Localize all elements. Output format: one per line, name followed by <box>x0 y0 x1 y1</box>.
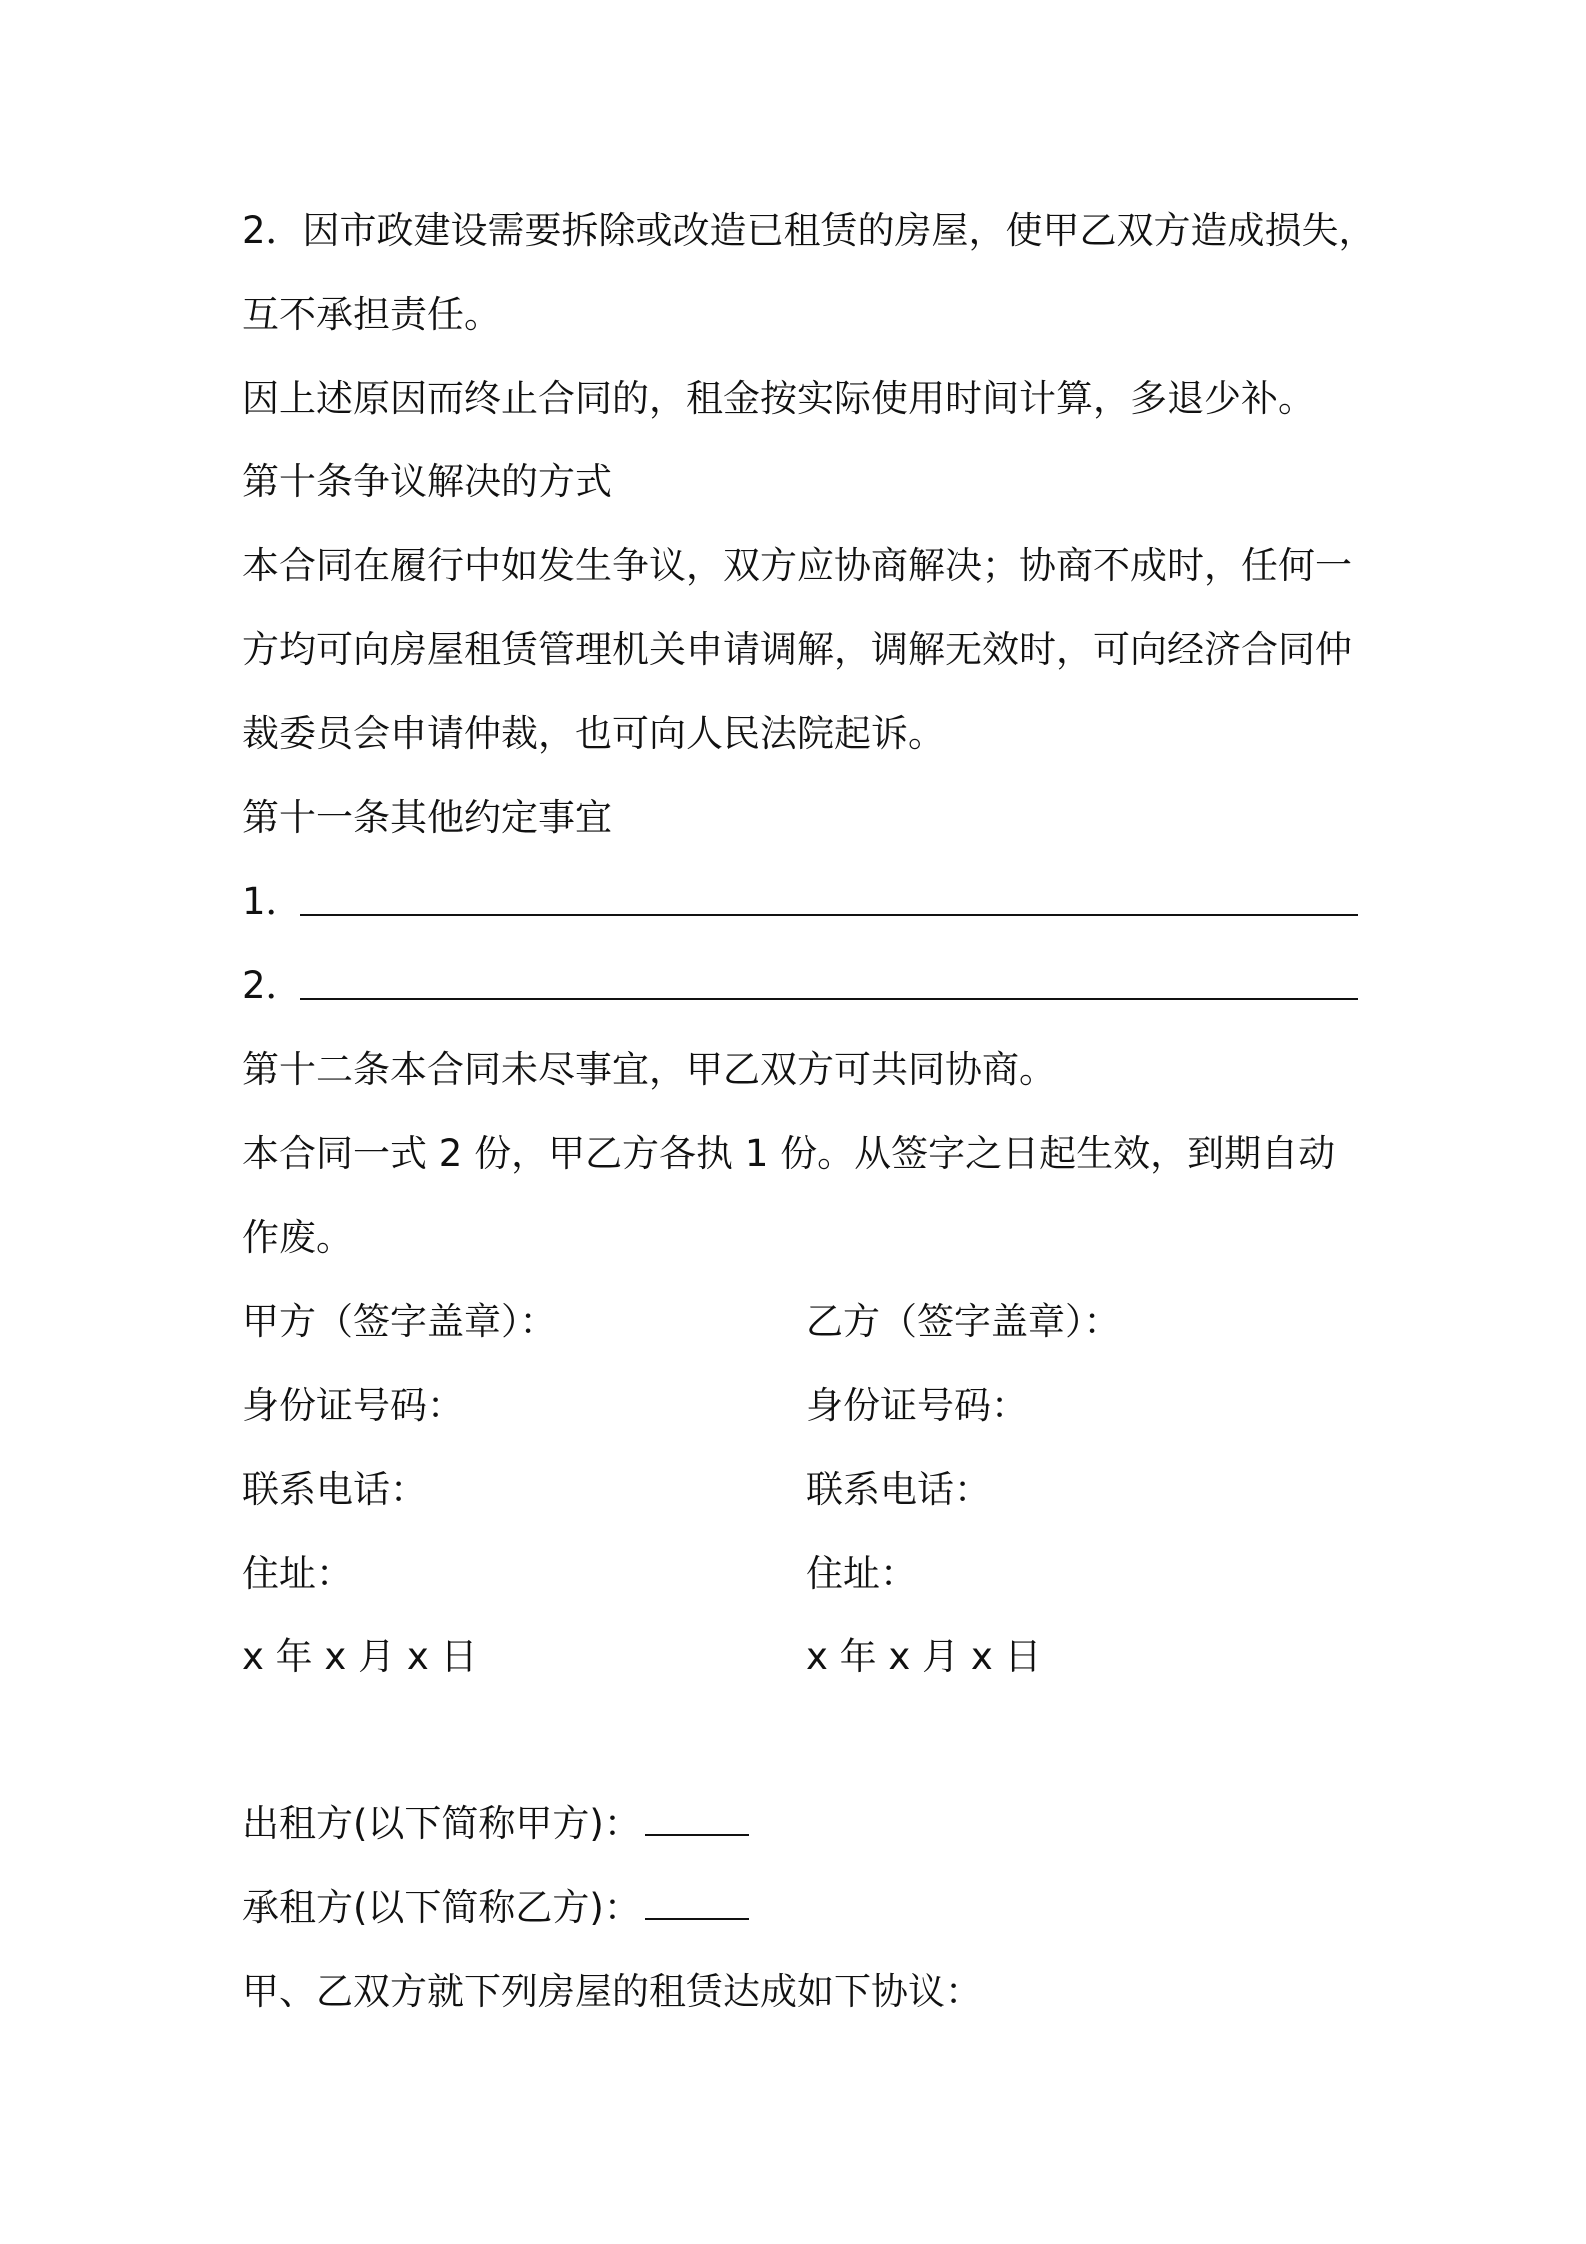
party-a-signature-label: 甲方（签字盖章）： <box>242 1300 557 1343</box>
copies-line-2: 作废。 <box>242 1216 353 1259</box>
other-item-1-blank-line <box>300 914 1358 916</box>
article-10-line-1: 本合同在履行中如发生争议，双方应协商解决；协商不成时，任何一 <box>242 544 1352 587</box>
lessee-label: 承租方(以下简称乙方)： <box>242 1886 641 1929</box>
party-b-signature-label: 乙方（签字盖章）： <box>806 1300 1121 1343</box>
other-item-2-blank-line <box>300 998 1358 1000</box>
termination-rent-paragraph: 因上述原因而终止合同的，租金按实际使用时间计算，多退少补。 <box>242 377 1315 420</box>
article-12: 第十二条本合同未尽事宜，甲乙双方可共同协商。 <box>242 1048 1056 1091</box>
lessee-line <box>242 1886 749 1929</box>
clause-9-2-line-2: 互不承担责任。 <box>242 293 501 336</box>
other-item-1-label: 1． <box>242 880 303 923</box>
party-a-phone-label: 联系电话： <box>242 1468 427 1511</box>
lessor-blank <box>645 1834 749 1836</box>
clause-9-2-line-1: 2．因市政建设需要拆除或改造已租赁的房屋，使甲乙双方造成损失， <box>242 209 1376 252</box>
copies-line-1: 本合同一式 2 份，甲乙方各执 1 份。从签字之日起生效，到期自动 <box>242 1132 1336 1175</box>
party-b-phone-label: 联系电话： <box>806 1468 991 1511</box>
article-10-line-3: 裁委员会申请仲裁，也可向人民法院起诉。 <box>242 712 945 755</box>
lessor-line <box>242 1802 749 1845</box>
article-10-line-2: 方均可向房屋租赁管理机关申请调解，调解无效时，可向经济合同仲 <box>242 628 1352 671</box>
party-a-date: x 年 x 月 x 日 <box>242 1635 478 1678</box>
lessee-blank <box>645 1918 749 1920</box>
party-b-id-label: 身份证号码： <box>806 1384 1028 1427</box>
article-10-title: 第十条争议解决的方式 <box>242 460 612 503</box>
lessor-label: 出租方(以下简称甲方)： <box>242 1802 641 1845</box>
party-a-address-label: 住址： <box>242 1552 353 1595</box>
party-b-date: x 年 x 月 x 日 <box>806 1635 1042 1678</box>
party-a-id-label: 身份证号码： <box>242 1384 464 1427</box>
agreement-intro-line: 甲、乙双方就下列房屋的租赁达成如下协议： <box>242 1970 982 2013</box>
article-11-title: 第十一条其他约定事宜 <box>242 796 612 839</box>
party-b-address-label: 住址： <box>806 1552 917 1595</box>
other-item-2-label: 2． <box>242 964 303 1007</box>
